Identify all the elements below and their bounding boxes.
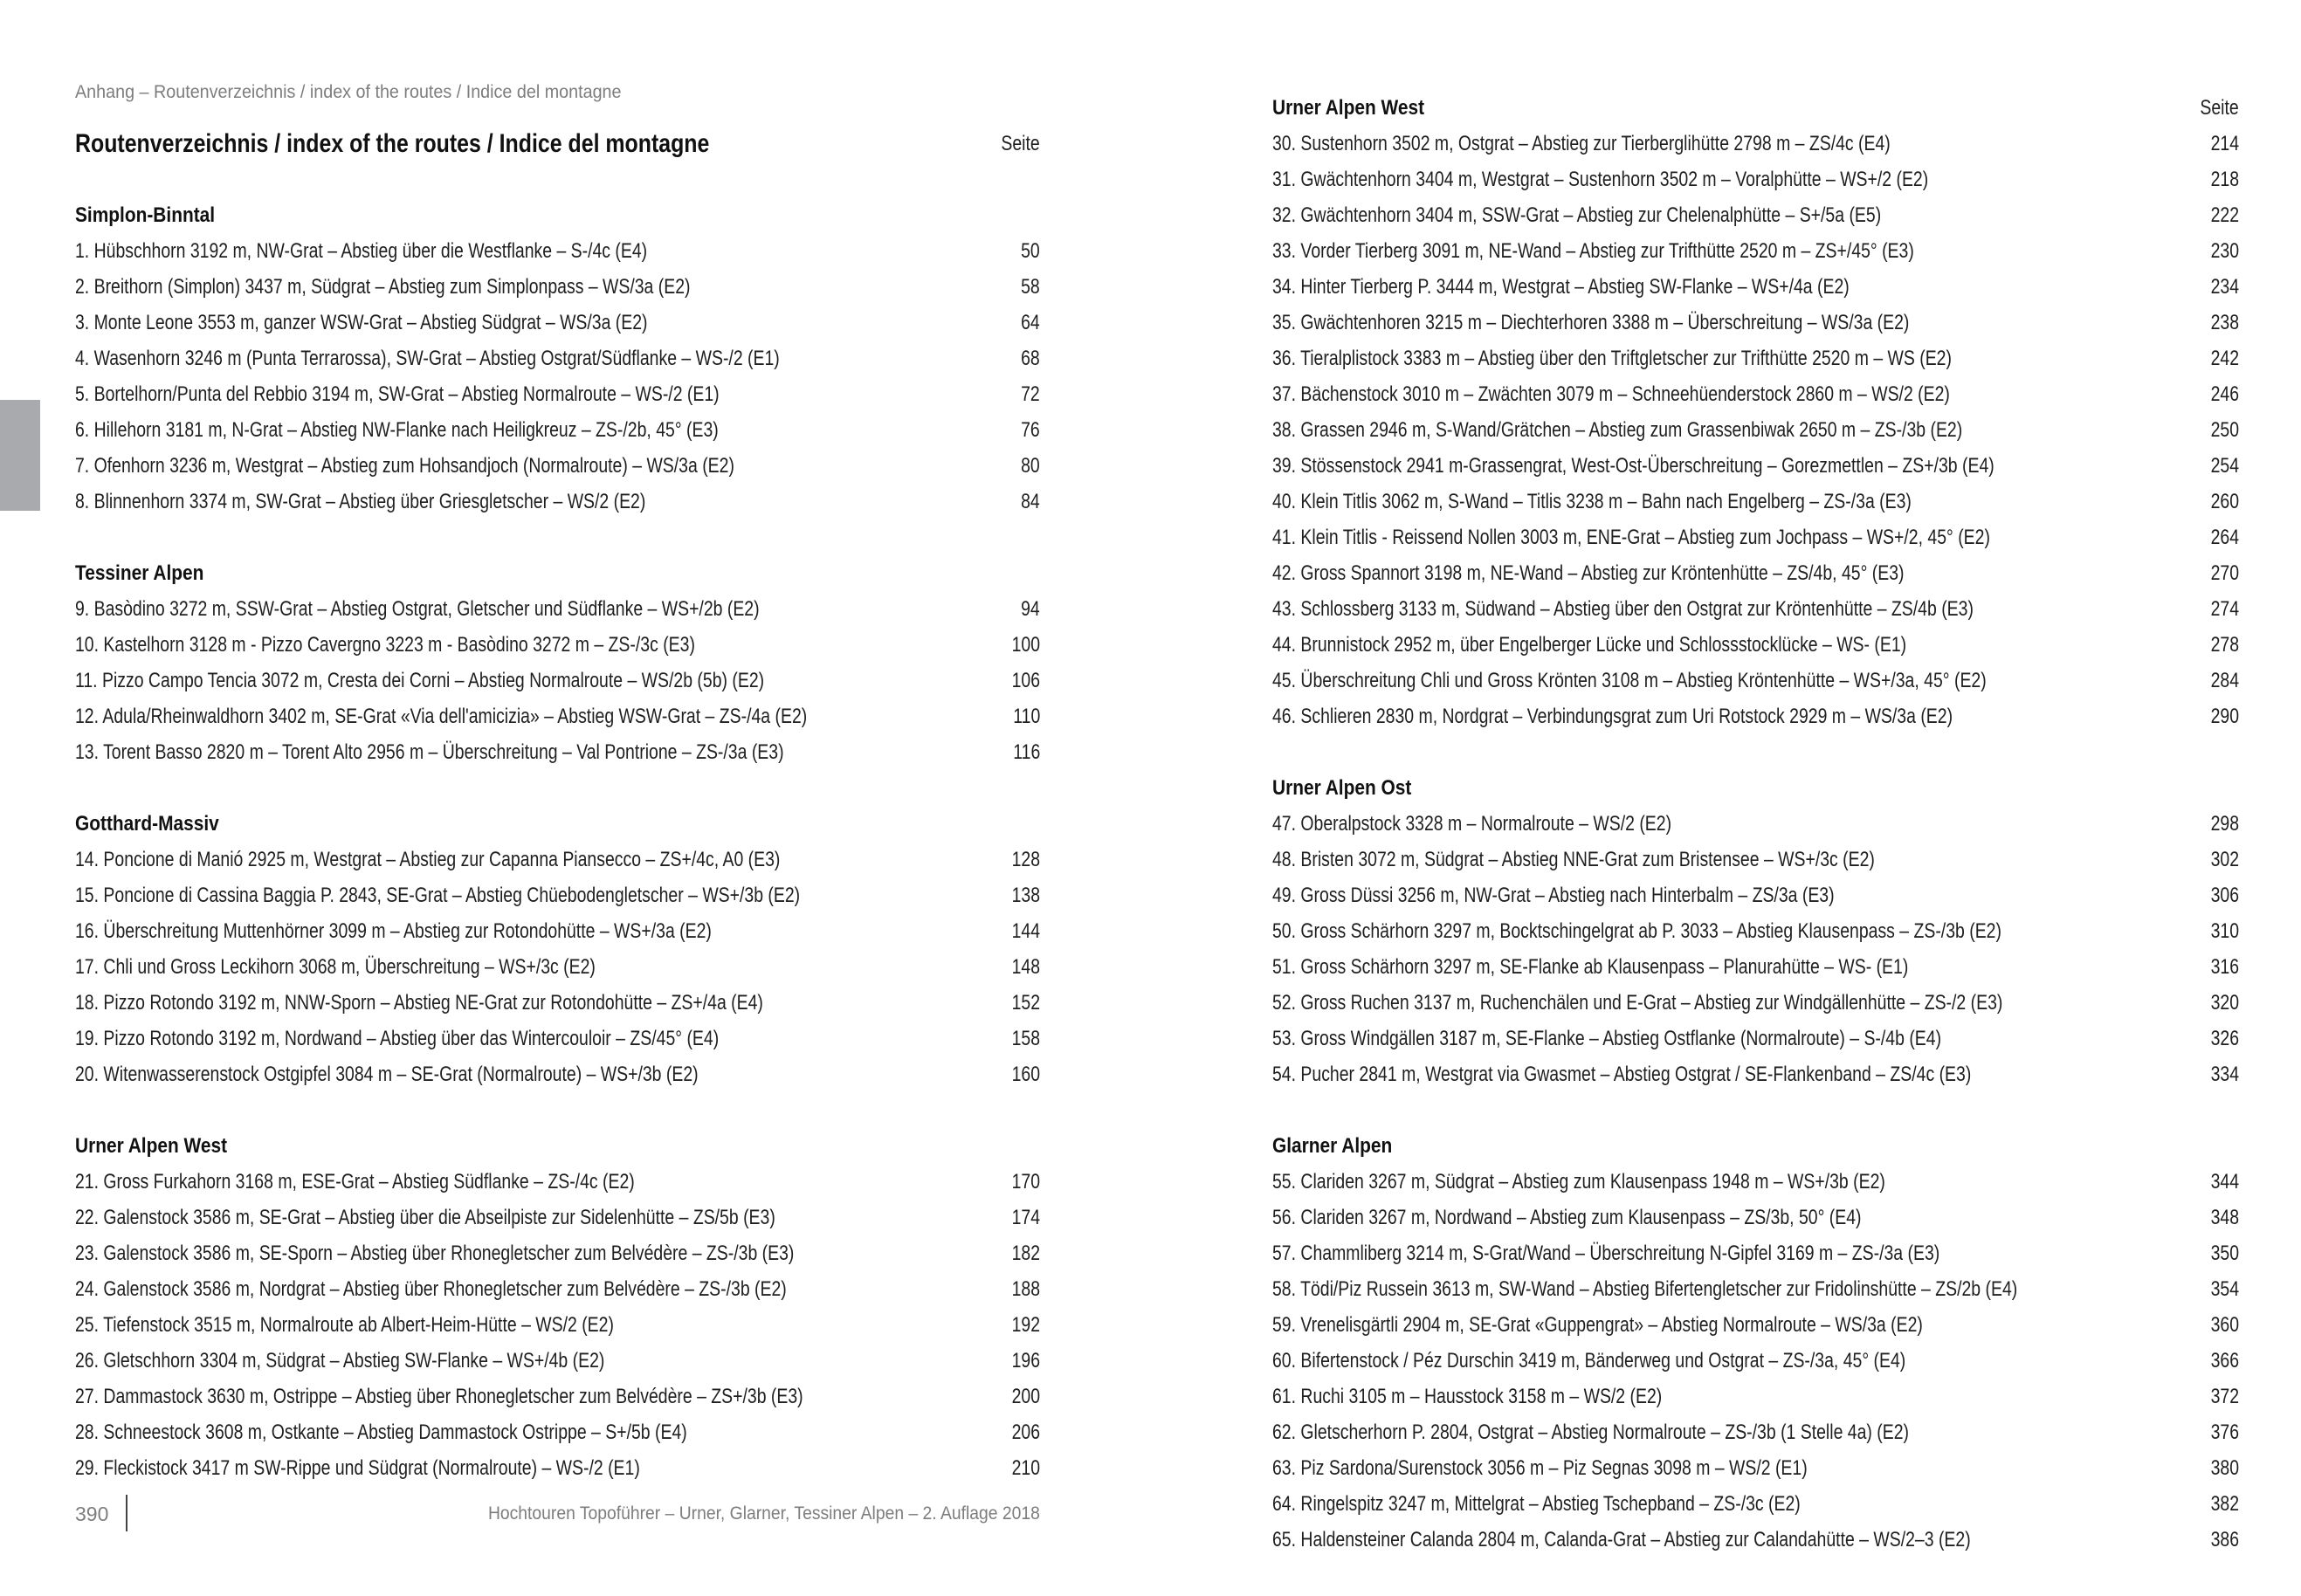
route-page-number: 192 <box>1011 1313 1040 1337</box>
route-label: 49. Gross Düssi 3256 m, NW-Grat – Abstieg nach Hinterbalm – ZS/3a (E3) <box>1272 884 1835 907</box>
route-page-number: 144 <box>1011 919 1040 943</box>
route-page-number: 260 <box>2210 490 2239 513</box>
route-page-number: 298 <box>2210 812 2239 836</box>
route-page-number: 366 <box>2210 1349 2239 1372</box>
route-label: 4. Wasenhorn 3246 m (Punta Terrarossa), SW-Grat – Abstieg Ostgrat/Südflanke – WS-/2 (E1) <box>75 347 780 370</box>
route-entry <box>75 484 1040 519</box>
route-entry <box>1272 1164 2239 1200</box>
route-label: 40. Klein Titlis 3062 m, S-Wand – Titlis 3238 m – Bahn nach Engelberg – ZS-/3a (E3) <box>1272 490 1912 513</box>
route-label: 20. Witenwasserenstock Ostgipfel 3084 m – SE-Grat (Normalroute) – WS+/3b (E2) <box>75 1063 699 1086</box>
route-label: 14. Poncione di Manió 2925 m, Westgrat – Abstieg zur Capanna Piansecco – ZS+/4c, A0 (E3) <box>75 848 781 871</box>
section-heading: Urner Alpen Ost <box>1272 776 1412 800</box>
route-label: 41. Klein Titlis - Reissend Nollen 3003 m, ENE-Grat – Abstieg zum Jochpass – WS+/2, 45° (E2) <box>1272 526 1990 549</box>
route-entry <box>75 341 1040 376</box>
route-label: 27. Dammastock 3630 m, Ostrippe – Abstieg über Rhonegletscher zum Belvédère – ZS+/3b (E3) <box>75 1385 803 1408</box>
section-heading-row <box>1272 770 2239 806</box>
route-label: 6. Hillehorn 3181 m, N-Grat – Abstieg NW-Flanke nach Heiligkreuz – ZS-/2b, 45° (E3) <box>75 418 719 442</box>
route-label: 28. Schneestock 3608 m, Ostkante – Abstieg Dammastock Ostrippe – S+/5b (E4) <box>75 1421 687 1444</box>
section-heading-row <box>1272 1128 2239 1164</box>
route-entry <box>75 663 1040 698</box>
route-entry <box>75 1021 1040 1056</box>
route-page-number: 188 <box>1011 1277 1040 1301</box>
route-label: 55. Clariden 3267 m, Südgrat – Abstieg zum Klausenpass 1948 m – WS+/3b (E2) <box>1272 1170 1885 1194</box>
route-page-number: 116 <box>1013 740 1040 764</box>
route-entry <box>1272 555 2239 591</box>
route-label: 60. Bifertenstock / Péz Durschin 3419 m, Bänderweg und Ostgrat – ZS-/3a, 45° (E4) <box>1272 1349 1906 1372</box>
route-label: 16. Überschreitung Muttenhörner 3099 m – Abstieg zur Rotondohütte – WS+/3a (E2) <box>75 919 712 943</box>
route-entry <box>1272 1271 2239 1307</box>
route-page-number: 230 <box>2210 239 2239 263</box>
route-page-number: 234 <box>2210 275 2239 299</box>
route-page-number: 222 <box>2210 203 2239 227</box>
route-page-number: 170 <box>1011 1170 1040 1194</box>
route-page-number: 196 <box>1011 1349 1040 1372</box>
route-label: 38. Grassen 2946 m, S-Wand/Grätchen – Abstieg zum Grassenbiwak 2650 m – ZS-/3b (E2) <box>1272 418 1963 442</box>
route-page-number: 320 <box>2210 991 2239 1015</box>
route-page-number: 348 <box>2210 1206 2239 1229</box>
route-page-number: 290 <box>2210 705 2239 728</box>
section-heading-row <box>75 197 1040 233</box>
section-heading: Tessiner Alpen <box>75 561 204 585</box>
route-entry <box>1272 1200 2239 1235</box>
route-list <box>1272 90 2239 1558</box>
route-page-number: 270 <box>2210 561 2239 585</box>
running-head: Anhang – Routenverzeichnis / index of the routes / Indice del montagne <box>75 82 622 102</box>
route-entry <box>75 842 1040 877</box>
route-page-number: 250 <box>2210 418 2239 442</box>
route-page-number: 200 <box>1011 1385 1040 1408</box>
route-label: 35. Gwächtenhoren 3215 m – Diechterhoren 3388 m – Überschreitung – WS/3a (E2) <box>1272 311 1910 334</box>
footer-book-title: Hochtouren Topoführer – Urner, Glarner, Tessiner Alpen – 2. Auflage 2018 <box>488 1503 1040 1524</box>
route-page-number: 158 <box>1011 1027 1040 1050</box>
route-page-number: 68 <box>1021 347 1040 370</box>
route-entry <box>1272 1522 2239 1558</box>
route-section <box>75 1128 1040 1486</box>
route-page-number: 310 <box>2210 919 2239 943</box>
route-page-number: 58 <box>1021 275 1040 299</box>
route-page-number: 64 <box>1021 311 1040 334</box>
route-label: 59. Vrenelisgärtli 2904 m, SE-Grat «Guppengrat» – Abstieg Normalroute – WS/3a (E2) <box>1272 1313 1923 1337</box>
route-page-number: 360 <box>2210 1313 2239 1337</box>
right-page <box>1272 0 2239 1596</box>
route-label: 53. Gross Windgällen 3187 m, SE-Flanke – Abstieg Ostflanke (Normalroute) – S-/4b (E4) <box>1272 1027 1942 1050</box>
route-page-number: 138 <box>1011 884 1040 907</box>
route-label: 34. Hinter Tierberg P. 3444 m, Westgrat – Abstieg SW-Flanke – WS+/4a (E2) <box>1272 275 1850 299</box>
route-entry <box>75 698 1040 734</box>
route-entry <box>75 233 1040 269</box>
route-label: 7. Ofenhorn 3236 m, Westgrat – Abstieg zum Hohsandjoch (Normalroute) – WS/3a (E2) <box>75 454 734 478</box>
route-entry <box>75 305 1040 341</box>
route-entry <box>1272 269 2239 305</box>
route-entry <box>1272 519 2239 555</box>
route-page-number: 278 <box>2210 633 2239 657</box>
route-page-number: 76 <box>1021 418 1040 442</box>
route-page-number: 306 <box>2210 884 2239 907</box>
route-entry <box>1272 376 2239 412</box>
route-label: 36. Tieralplistock 3383 m – Abstieg über den Triftgletscher zur Trifthütte 2520 m – WS (E2) <box>1272 347 1952 370</box>
route-label: 52. Gross Ruchen 3137 m, Ruchenchälen und E-Grat – Abstieg zur Windgällenhütte – ZS-/2 (E3) <box>1272 991 2003 1015</box>
route-entry <box>75 1164 1040 1200</box>
route-label: 24. Galenstock 3586 m, Nordgrat – Abstieg über Rhonegletscher zum Belvédère – ZS-/3b (E2) <box>75 1277 787 1301</box>
route-label: 44. Brunnistock 2952 m, über Engelberger Lücke und Schlossstocklücke – WS- (E1) <box>1272 633 1907 657</box>
route-page-number: 160 <box>1011 1063 1040 1086</box>
route-entry <box>75 376 1040 412</box>
left-page <box>75 0 1040 1596</box>
route-entry <box>1272 698 2239 734</box>
route-entry <box>1272 1021 2239 1056</box>
route-section <box>1272 1128 2239 1558</box>
route-entry <box>75 985 1040 1021</box>
route-page-number: 72 <box>1021 382 1040 406</box>
route-label: 46. Schlieren 2830 m, Nordgrat – Verbindungsgrat zum Uri Rotstock 2929 m – WS/3a (E2) <box>1272 705 1953 728</box>
index-title: Routenverzeichnis / index of the routes / Indice del montagne <box>75 129 710 158</box>
route-section <box>75 197 1040 519</box>
route-label: 50. Gross Schärhorn 3297 m, Bocktschingelgrat ab P. 3033 – Abstieg Klausenpass – ZS-/3b (E2) <box>1272 919 2001 943</box>
route-entry <box>75 1379 1040 1414</box>
route-page-number: 214 <box>2210 132 2239 155</box>
route-label: 13. Torent Basso 2820 m – Torent Alto 2956 m – Überschreitung – Val Pontrione – ZS-/3a (E3) <box>75 740 784 764</box>
route-entry <box>75 627 1040 663</box>
route-label: 23. Galenstock 3586 m, SE-Sporn – Abstieg über Rhonegletscher zum Belvédère – ZS-/3b (E3) <box>75 1242 795 1265</box>
route-label: 22. Galenstock 3586 m, SE-Grat – Abstieg über die Abseilpiste zur Sidelenhütte – ZS/5b (E3) <box>75 1206 775 1229</box>
route-label: 54. Pucher 2841 m, Westgrat via Gwasmet – Abstieg Ostgrat / SE-Flankenband – ZS/4c (E3) <box>1272 1063 1972 1086</box>
route-entry <box>75 913 1040 949</box>
route-label: 47. Oberalpstock 3328 m – Normalroute – WS/2 (E2) <box>1272 812 1672 836</box>
route-entry <box>75 591 1040 627</box>
route-label: 26. Gletschhorn 3304 m, Südgrat – Abstieg SW-Flanke – WS+/4b (E2) <box>75 1349 605 1372</box>
route-label: 51. Gross Schärhorn 3297 m, SE-Flanke ab Klausenpass – Planurahütte – WS- (E1) <box>1272 955 1909 979</box>
route-label: 45. Überschreitung Chli und Gross Krönten 3108 m – Abstieg Kröntenhütte – WS+/3a, 45° (E2) <box>1272 669 1987 692</box>
route-entry <box>1272 1307 2239 1343</box>
route-entry <box>75 412 1040 448</box>
route-page-number: 210 <box>1011 1456 1040 1480</box>
route-page-number: 110 <box>1013 705 1040 728</box>
route-entry <box>75 1235 1040 1271</box>
section-heading: Urner Alpen West <box>1272 96 1425 120</box>
route-entry <box>75 949 1040 985</box>
route-label: 57. Chammliberg 3214 m, S-Grat/Wand – Überschreitung N-Gipfel 3169 m – ZS-/3a (E3) <box>1272 1242 1940 1265</box>
route-entry <box>75 269 1040 305</box>
route-label: 33. Vorder Tierberg 3091 m, NE-Wand – Abstieg zur Trifthütte 2520 m – ZS+/45° (E3) <box>1272 239 1914 263</box>
route-entry <box>75 1200 1040 1235</box>
route-entry <box>1272 412 2239 448</box>
route-label: 43. Schlossberg 3133 m, Südwand – Abstieg über den Ostgrat zur Kröntenhütte – ZS/4b (E3) <box>1272 597 1974 621</box>
route-page-number: 386 <box>2210 1528 2239 1551</box>
route-page-number: 284 <box>2210 669 2239 692</box>
route-page-number: 128 <box>1011 848 1040 871</box>
route-page-number: 148 <box>1011 955 1040 979</box>
footer-divider <box>126 1495 127 1531</box>
route-entry <box>75 1271 1040 1307</box>
route-label: 8. Blinnenhorn 3374 m, SW-Grat – Abstieg über Griesgletscher – WS/2 (E2) <box>75 490 646 513</box>
route-label: 5. Bortelhorn/Punta del Rebbio 3194 m, SW-Grat – Abstieg Normalroute – WS-/2 (E1) <box>75 382 720 406</box>
section-heading: Gotthard-Massiv <box>75 812 219 836</box>
route-page-number: 174 <box>1011 1206 1040 1229</box>
route-label: 2. Breithorn (Simplon) 3437 m, Südgrat – Abstieg zum Simplonpass – WS/3a (E2) <box>75 275 691 299</box>
route-label: 37. Bächenstock 3010 m – Zwächten 3079 m – Schneehüenderstock 2860 m – WS/2 (E2) <box>1272 382 1950 406</box>
route-label: 12. Adula/Rheinwaldhorn 3402 m, SE-Grat «Via dell'amicizia» – Abstieg WSW-Grat – ZS-/4a (E2) <box>75 705 808 728</box>
route-entry <box>75 1343 1040 1379</box>
route-label: 17. Chli und Gross Leckihorn 3068 m, Überschreitung – WS+/3c (E2) <box>75 955 596 979</box>
route-page-number: 254 <box>2210 454 2239 478</box>
route-entry <box>1272 949 2239 985</box>
route-entry <box>75 1450 1040 1486</box>
route-label: 18. Pizzo Rotondo 3192 m, NNW-Sporn – Abstieg NE-Grat zur Rotondohütte – ZS+/4a (E4) <box>75 991 763 1015</box>
route-entry <box>1272 985 2239 1021</box>
route-page-number: 344 <box>2210 1170 2239 1194</box>
route-entry <box>1272 484 2239 519</box>
route-page-number: 106 <box>1011 669 1040 692</box>
route-entry <box>1272 913 2239 949</box>
route-entry <box>1272 341 2239 376</box>
route-entry <box>1272 305 2239 341</box>
route-entry <box>1272 877 2239 913</box>
route-label: 61. Ruchi 3105 m – Hausstock 3158 m – WS/2 (E2) <box>1272 1385 1663 1408</box>
section-heading-row <box>1272 90 2239 126</box>
route-label: 31. Gwächtenhorn 3404 m, Westgrat – Sustenhorn 3502 m – Voralphütte – WS+/2 (E2) <box>1272 168 1929 191</box>
route-page-number: 218 <box>2210 168 2239 191</box>
route-entry <box>1272 1379 2239 1414</box>
route-page-number: 80 <box>1021 454 1040 478</box>
route-entry <box>75 1056 1040 1092</box>
route-label: 25. Tiefenstock 3515 m, Normalroute ab Albert-Heim-Hütte – WS/2 (E2) <box>75 1313 614 1337</box>
route-entry <box>1272 806 2239 842</box>
route-label: 42. Gross Spannort 3198 m, NE-Wand – Abstieg zur Kröntenhütte – ZS/4b, 45° (E3) <box>1272 561 1905 585</box>
route-entry <box>1272 663 2239 698</box>
route-label: 1. Hübschhorn 3192 m, NW-Grat – Abstieg über die Westflanke – S-/4c (E4) <box>75 239 648 263</box>
route-page-number: 350 <box>2210 1242 2239 1265</box>
route-page-number: 100 <box>1011 633 1040 657</box>
route-entry <box>1272 1056 2239 1092</box>
route-entry <box>1272 1450 2239 1486</box>
route-entry <box>1272 233 2239 269</box>
route-entry <box>75 1307 1040 1343</box>
section-heading-row <box>75 806 1040 842</box>
route-label: 32. Gwächtenhorn 3404 m, SSW-Grat – Abstieg zur Chelenalphütte – S+/5a (E5) <box>1272 203 1882 227</box>
route-label: 29. Fleckistock 3417 m SW-Rippe und Südgrat (Normalroute) – WS-/2 (E1) <box>75 1456 640 1480</box>
route-page-number: 380 <box>2210 1456 2239 1480</box>
route-entry <box>75 734 1040 770</box>
route-label: 48. Bristen 3072 m, Südgrat – Abstieg NNE-Grat zum Bristensee – WS+/3c (E2) <box>1272 848 1875 871</box>
route-page-number: 206 <box>1011 1421 1040 1444</box>
thumb-index-tab <box>0 400 40 511</box>
route-page-number: 326 <box>2210 1027 2239 1050</box>
route-entry <box>1272 627 2239 663</box>
route-entry <box>1272 1235 2239 1271</box>
index-title-row <box>75 126 1040 162</box>
section-heading: Urner Alpen West <box>75 1134 228 1158</box>
route-entry <box>1272 1343 2239 1379</box>
route-label: 56. Clariden 3267 m, Nordwand – Abstieg zum Klausenpass – ZS/3b, 50° (E4) <box>1272 1206 1862 1229</box>
route-label: 65. Haldensteiner Calanda 2804 m, Calanda-Grat – Abstieg zur Calandahütte – WS/2–3 (E2) <box>1272 1528 1971 1551</box>
route-label: 58. Tödi/Piz Russein 3613 m, SW-Wand – Abstieg Bifertengletscher zur Fridolinshütte – ZS/2b (E4) <box>1272 1277 2018 1301</box>
route-section <box>75 806 1040 1092</box>
route-section <box>1272 770 2239 1092</box>
footer-page-number: 390 <box>75 1503 109 1525</box>
route-page-number: 376 <box>2210 1421 2239 1444</box>
route-page-number: 382 <box>2210 1492 2239 1516</box>
section-heading: Simplon-Binntal <box>75 203 216 227</box>
route-label: 21. Gross Furkahorn 3168 m, ESE-Grat – Abstieg Südflanke – ZS-/4c (E2) <box>75 1170 635 1194</box>
route-label: 15. Poncione di Cassina Baggia P. 2843, SE-Grat – Abstieg Chüebodengletscher – WS+/3b (E2) <box>75 884 801 907</box>
route-entry <box>1272 842 2239 877</box>
route-page-number: 354 <box>2210 1277 2239 1301</box>
route-page-number: 246 <box>2210 382 2239 406</box>
route-page-number: 302 <box>2210 848 2239 871</box>
route-entry <box>1272 591 2239 627</box>
route-label: 19. Pizzo Rotondo 3192 m, Nordwand – Abstieg über das Wintercouloir – ZS/45° (E4) <box>75 1027 720 1050</box>
route-section <box>75 555 1040 770</box>
route-label: 11. Pizzo Campo Tencia 3072 m, Cresta dei Corni – Abstieg Normalroute – WS/2b (5b) (E2) <box>75 669 765 692</box>
route-entry <box>1272 448 2239 484</box>
route-entry <box>1272 197 2239 233</box>
route-label: 30. Sustenhorn 3502 m, Ostgrat – Abstieg zur Tierberglihütte 2798 m – ZS/4c (E4) <box>1272 132 1891 155</box>
route-label: 9. Basòdino 3272 m, SSW-Grat – Abstieg Ostgrat, Gletscher und Südflanke – WS+/2b (E2) <box>75 597 760 621</box>
route-page-number: 334 <box>2210 1063 2239 1086</box>
route-page-number: 372 <box>2210 1385 2239 1408</box>
page-column-label: Seite <box>1001 132 1040 155</box>
route-page-number: 50 <box>1021 239 1040 263</box>
route-page-number: 238 <box>2210 311 2239 334</box>
route-page-number: 84 <box>1021 490 1040 513</box>
route-label: 39. Stössenstock 2941 m-Grassengrat, West-Ost-Überschreitung – Gorezmettlen – ZS+/3b (E4) <box>1272 454 1994 478</box>
route-label: 3. Monte Leone 3553 m, ganzer WSW-Grat – Abstieg Südgrat – WS/3a (E2) <box>75 311 648 334</box>
route-page-number: 264 <box>2210 526 2239 549</box>
route-entry <box>1272 1486 2239 1522</box>
section-heading-row <box>75 555 1040 591</box>
route-entry <box>75 1414 1040 1450</box>
route-section <box>1272 90 2239 734</box>
route-label: 10. Kastelhorn 3128 m - Pizzo Cavergno 3223 m - Basòdino 3272 m – ZS-/3c (E3) <box>75 633 695 657</box>
route-page-number: 94 <box>1021 597 1040 621</box>
route-page-number: 316 <box>2210 955 2239 979</box>
route-label: 64. Ringelspitz 3247 m, Mittelgrat – Abstieg Tschepband – ZS-/3c (E2) <box>1272 1492 1801 1516</box>
route-entry <box>75 877 1040 913</box>
route-page-number: 182 <box>1011 1242 1040 1265</box>
route-label: 62. Gletscherhorn P. 2804, Ostgrat – Abstieg Normalroute – ZS-/3b (1 Stelle 4a) (E2) <box>1272 1421 1910 1444</box>
route-page-number: 274 <box>2210 597 2239 621</box>
route-page-number: 152 <box>1011 991 1040 1015</box>
route-entry <box>1272 1414 2239 1450</box>
section-heading: Glarner Alpen <box>1272 1134 1393 1158</box>
route-entry <box>75 448 1040 484</box>
route-label: 63. Piz Sardona/Surenstock 3056 m – Piz Segnas 3098 m – WS/2 (E1) <box>1272 1456 1808 1480</box>
page-column-label: Seite <box>2200 96 2239 120</box>
route-list <box>75 197 1040 1486</box>
route-entry <box>1272 126 2239 162</box>
route-page-number: 242 <box>2210 347 2239 370</box>
section-heading-row <box>75 1128 1040 1164</box>
route-entry <box>1272 162 2239 197</box>
